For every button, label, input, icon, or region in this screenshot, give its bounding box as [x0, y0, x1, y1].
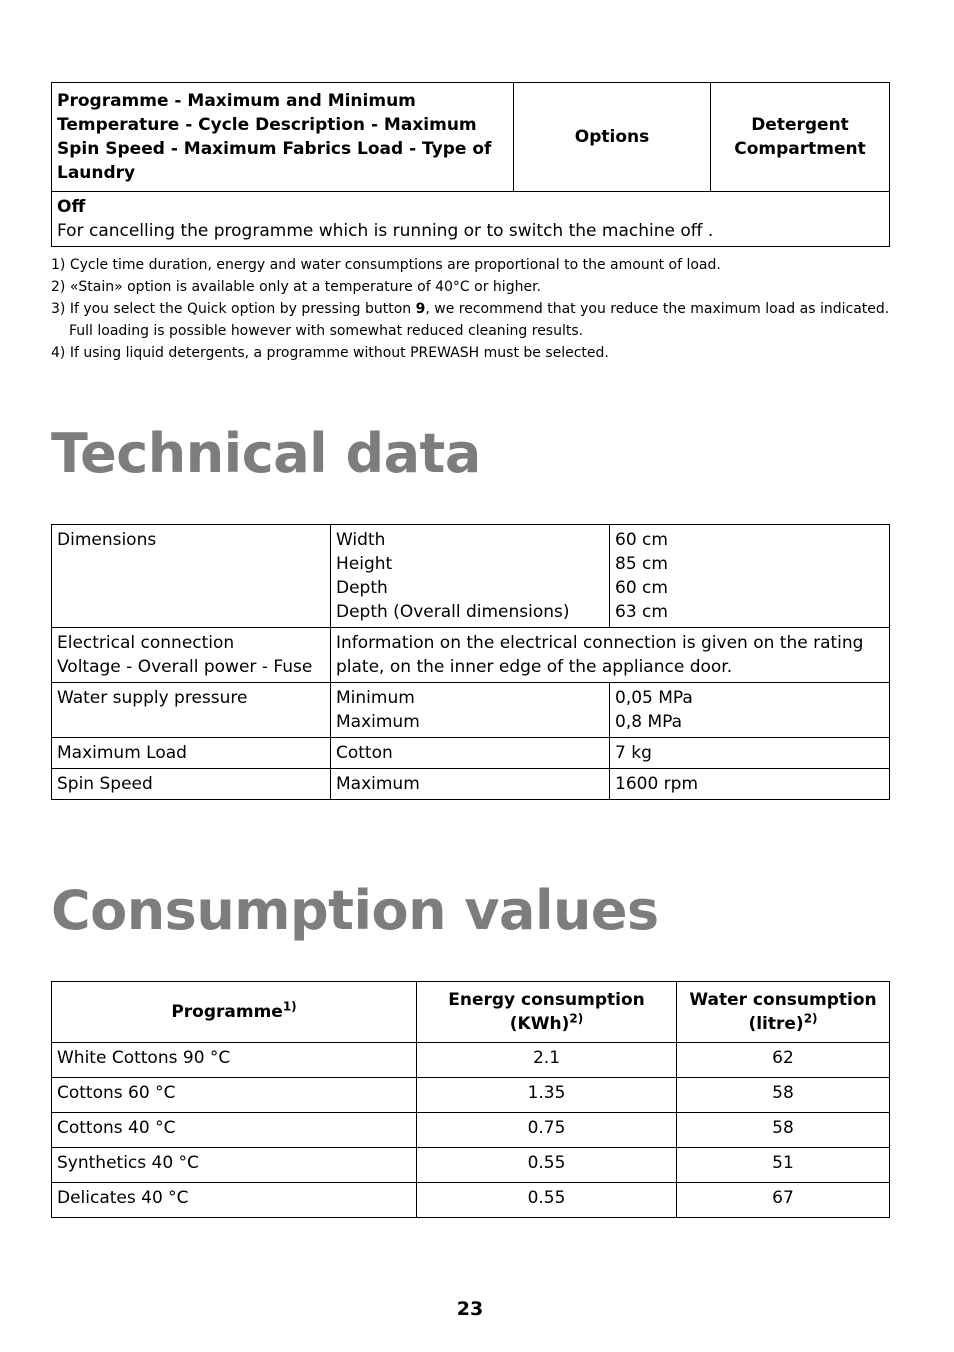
footnote-3-button: 9 [415, 301, 426, 317]
table-row [52, 1148, 890, 1183]
spin-item: Maximum [331, 769, 610, 800]
footnote-ref: 2) [803, 1011, 818, 1026]
technical-data-title: Technical data [51, 422, 481, 485]
water-item: Minimum [336, 688, 415, 708]
header-energy-line: Energy consumption [448, 990, 645, 1010]
dimension-value: 63 cm [615, 602, 668, 622]
spin-value: 1600 rpm [610, 769, 890, 800]
spin-label: Spin Speed [52, 769, 331, 800]
header-energy-unit: (KWh) [509, 1014, 570, 1034]
programme-table [51, 82, 890, 247]
energy-cell: 1.35 [417, 1078, 677, 1113]
header-energy-line [422, 1012, 671, 1036]
water-value: 0,05 MPa [615, 688, 693, 708]
water-cell: 58 [677, 1113, 890, 1148]
dimension-item: Width [336, 530, 386, 550]
table-row [52, 1183, 890, 1218]
footnote-3-text-end: , we recommend that you reduce the maximum load as indicated. Full loading is possible however with somewhat reduced cleaning results. [69, 301, 890, 339]
water-cell: 62 [677, 1043, 890, 1078]
header-detergent: Detergent Compartment [711, 83, 890, 192]
consumption-values-title: Consumption values [51, 879, 659, 942]
load-label: Maximum Load [52, 738, 331, 769]
dimension-item: Depth [336, 578, 388, 598]
header-energy [417, 982, 677, 1043]
programme-cell: Cottons 60 °C [52, 1078, 417, 1113]
dimension-item: Depth (Overall dimensions) [336, 602, 570, 622]
header-water-line: Water consumption [689, 990, 877, 1010]
row-dimensions [52, 525, 890, 628]
header-programme [52, 982, 417, 1043]
energy-cell: 0.75 [417, 1113, 677, 1148]
dimensions-label: Dimensions [52, 525, 331, 628]
consumption-table [51, 981, 890, 1218]
footnotes [51, 254, 911, 364]
dimension-value: 85 cm [615, 554, 668, 574]
water-items [331, 683, 610, 738]
header-water [677, 982, 890, 1043]
footnote-2: 2) «Stain» option is available only at a temperature of 40°C or higher. [51, 279, 541, 295]
footnote-4: 4) If using liquid detergents, a programme without PREWASH must be selected. [51, 345, 609, 361]
header-water-unit: (litre) [748, 1014, 804, 1034]
page-number: 23 [456, 1298, 484, 1320]
off-row [52, 192, 890, 247]
header-programme-text: Programme [171, 1002, 283, 1022]
programme-cell: Delicates 40 °C [52, 1183, 417, 1218]
footnote-1: 1) Cycle time duration, energy and water consumptions are proportional to the amount of load. [51, 257, 721, 273]
water-cell: 51 [677, 1148, 890, 1183]
header-water-line [682, 1012, 884, 1036]
load-item: Cotton [331, 738, 610, 769]
footnote-ref: 1) [282, 999, 297, 1014]
programme-cell: White Cottons 90 °C [52, 1043, 417, 1078]
programme-cell: Synthetics 40 °C [52, 1148, 417, 1183]
water-label: Water supply pressure [52, 683, 331, 738]
off-description: For cancelling the programme which is running or to switch the machine off . [57, 221, 714, 241]
water-cell: 67 [677, 1183, 890, 1218]
electrical-label-line: Voltage - Overall power - Fuse [57, 657, 313, 677]
electrical-label-line: Electrical connection [57, 633, 235, 653]
footnote-3 [51, 298, 911, 342]
row-water-pressure [52, 683, 890, 738]
water-value: 0,8 MPa [615, 712, 683, 732]
dimension-item: Height [336, 554, 393, 574]
dimension-value: 60 cm [615, 578, 668, 598]
footnote-ref: 2) [569, 1011, 584, 1026]
row-spin-speed [52, 769, 890, 800]
row-electrical [52, 628, 890, 683]
load-value: 7 kg [610, 738, 890, 769]
table-row [52, 1043, 890, 1078]
off-title: Off [57, 197, 86, 217]
dimensions-items [331, 525, 610, 628]
energy-cell: 2.1 [417, 1043, 677, 1078]
water-values [610, 683, 890, 738]
water-cell: 58 [677, 1078, 890, 1113]
electrical-info: Information on the electrical connection is given on the rating plate, on the inner edge of the appliance door. [331, 628, 890, 683]
technical-data-table [51, 524, 890, 800]
electrical-label [52, 628, 331, 683]
energy-cell: 0.55 [417, 1183, 677, 1218]
row-max-load [52, 738, 890, 769]
header-options: Options [514, 83, 711, 192]
water-item: Maximum [336, 712, 420, 732]
energy-cell: 0.55 [417, 1148, 677, 1183]
table-row [52, 1078, 890, 1113]
footnote-3-text: 3) If you select the Quick option by pressing button [51, 301, 416, 317]
header-programme: Programme - Maximum and Minimum Temperature - Cycle Description - Maximum Spin Speed - Maximum Fabrics Load - Type of Laundry [52, 83, 514, 192]
table-row [52, 1113, 890, 1148]
programme-cell: Cottons 40 °C [52, 1113, 417, 1148]
dimensions-values [610, 525, 890, 628]
dimension-value: 60 cm [615, 530, 668, 550]
